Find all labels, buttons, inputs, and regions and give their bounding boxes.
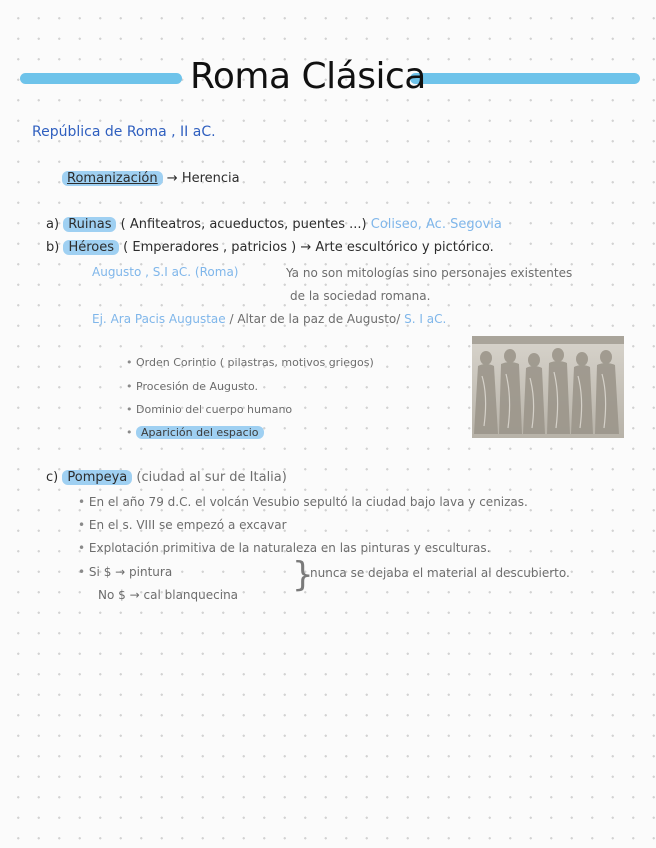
feature-item: • Dominio del cuerpo humano [126, 403, 293, 416]
item-a [46, 217, 502, 232]
no-prefix: No [98, 588, 115, 602]
feature-text: Procesión de Augusto. [136, 380, 259, 393]
pompeya-point: • En el s. VIII se empezó a excavar [78, 518, 287, 532]
item-b-result: Arte escultórico y pictórico. [315, 240, 494, 255]
example-name: Ara Pacis Augustae [110, 312, 226, 326]
augusto-desc-1: Ya no son mitologías sino personajes existentes [286, 266, 573, 280]
augusto-desc-2: de la sociedad romana. [290, 289, 431, 303]
item-a-label: a) [46, 217, 60, 232]
item-b-detail: ( Emperadores , patricios ) [123, 240, 297, 255]
pompeya-point: • En el año 79 d.C. el volcán Vesubio sepultó la ciudad bajo lava y cenizas. [78, 495, 528, 509]
no-line [98, 588, 238, 602]
arrow-icon: → [166, 171, 178, 186]
arrow-icon: → [129, 588, 140, 602]
item-c-term: Pompeya [62, 470, 132, 485]
page-title: Roma Clásica [190, 56, 426, 97]
example-date: S. I aC. [404, 312, 447, 326]
item-a-detail: ( Anfiteatros, acueductos, puentes ...) [120, 217, 367, 232]
arrow-icon: → [115, 565, 126, 579]
title-bar-left [20, 73, 182, 84]
example-translation: / Altar de la paz de Augusto/ [229, 312, 401, 326]
feature-item: • Procesión de Augusto. [126, 380, 259, 393]
brace-icon: } [292, 555, 314, 595]
arrow-icon: → [300, 240, 312, 255]
romanizacion-line [62, 171, 240, 186]
item-c [46, 470, 287, 485]
item-a-examples: Coliseo, Ac. Segovia [370, 217, 502, 232]
augusto-name: Augusto , S.I aC. (Roma) [92, 265, 239, 279]
si-text: pintura [129, 565, 173, 579]
brace-note: nunca se dejaba el material al descubierto. [310, 566, 570, 580]
si-prefix: Si [88, 565, 100, 579]
item-b [46, 240, 494, 255]
si-line: • Si $ → pintura [78, 565, 173, 579]
item-b-label: b) [46, 240, 60, 255]
no-text: cal blanquecina [143, 588, 239, 602]
pompeya-point: • Explotación primitiva de la naturaleza en las pinturas y esculturas. [78, 541, 491, 555]
title-bar-right [410, 73, 640, 84]
pompeya-point-text: En el año 79 d.C. el volcán Vesubio sepultó la ciudad bajo lava y cenizas. [88, 495, 528, 509]
feature-text: Dominio del cuerpo humano [136, 403, 293, 416]
item-b-term: Héroes [63, 240, 119, 255]
romanizacion-term: Romanización [62, 171, 163, 186]
example-line [92, 312, 446, 326]
feature-item: • Orden Corintio ( pilastras, motivos griegos) [126, 356, 374, 369]
item-c-label: c) [46, 470, 59, 485]
pompeya-point-text: Explotación primitiva de la naturaleza en las pinturas y esculturas. [88, 541, 491, 555]
dollar-icon: $ [103, 565, 112, 579]
romanizacion-result: Herencia [181, 171, 240, 186]
feature-text: Orden Corintio ( pilastras, motivos griegos) [136, 356, 374, 369]
subtitle: República de Roma , II aC. [32, 124, 216, 140]
feature-text: Aparición del espacio [136, 426, 264, 439]
relief-sculpture-photo [472, 336, 624, 438]
example-label: Ej. [92, 312, 107, 326]
item-c-detail: (ciudad al sur de Italia) [136, 470, 287, 485]
dollar-icon: $ [118, 588, 126, 602]
pompeya-point-text: En el s. VIII se empezó a excavar [88, 518, 287, 532]
feature-item: • Aparición del espacio [126, 426, 264, 439]
item-a-term: Ruinas [63, 217, 116, 232]
